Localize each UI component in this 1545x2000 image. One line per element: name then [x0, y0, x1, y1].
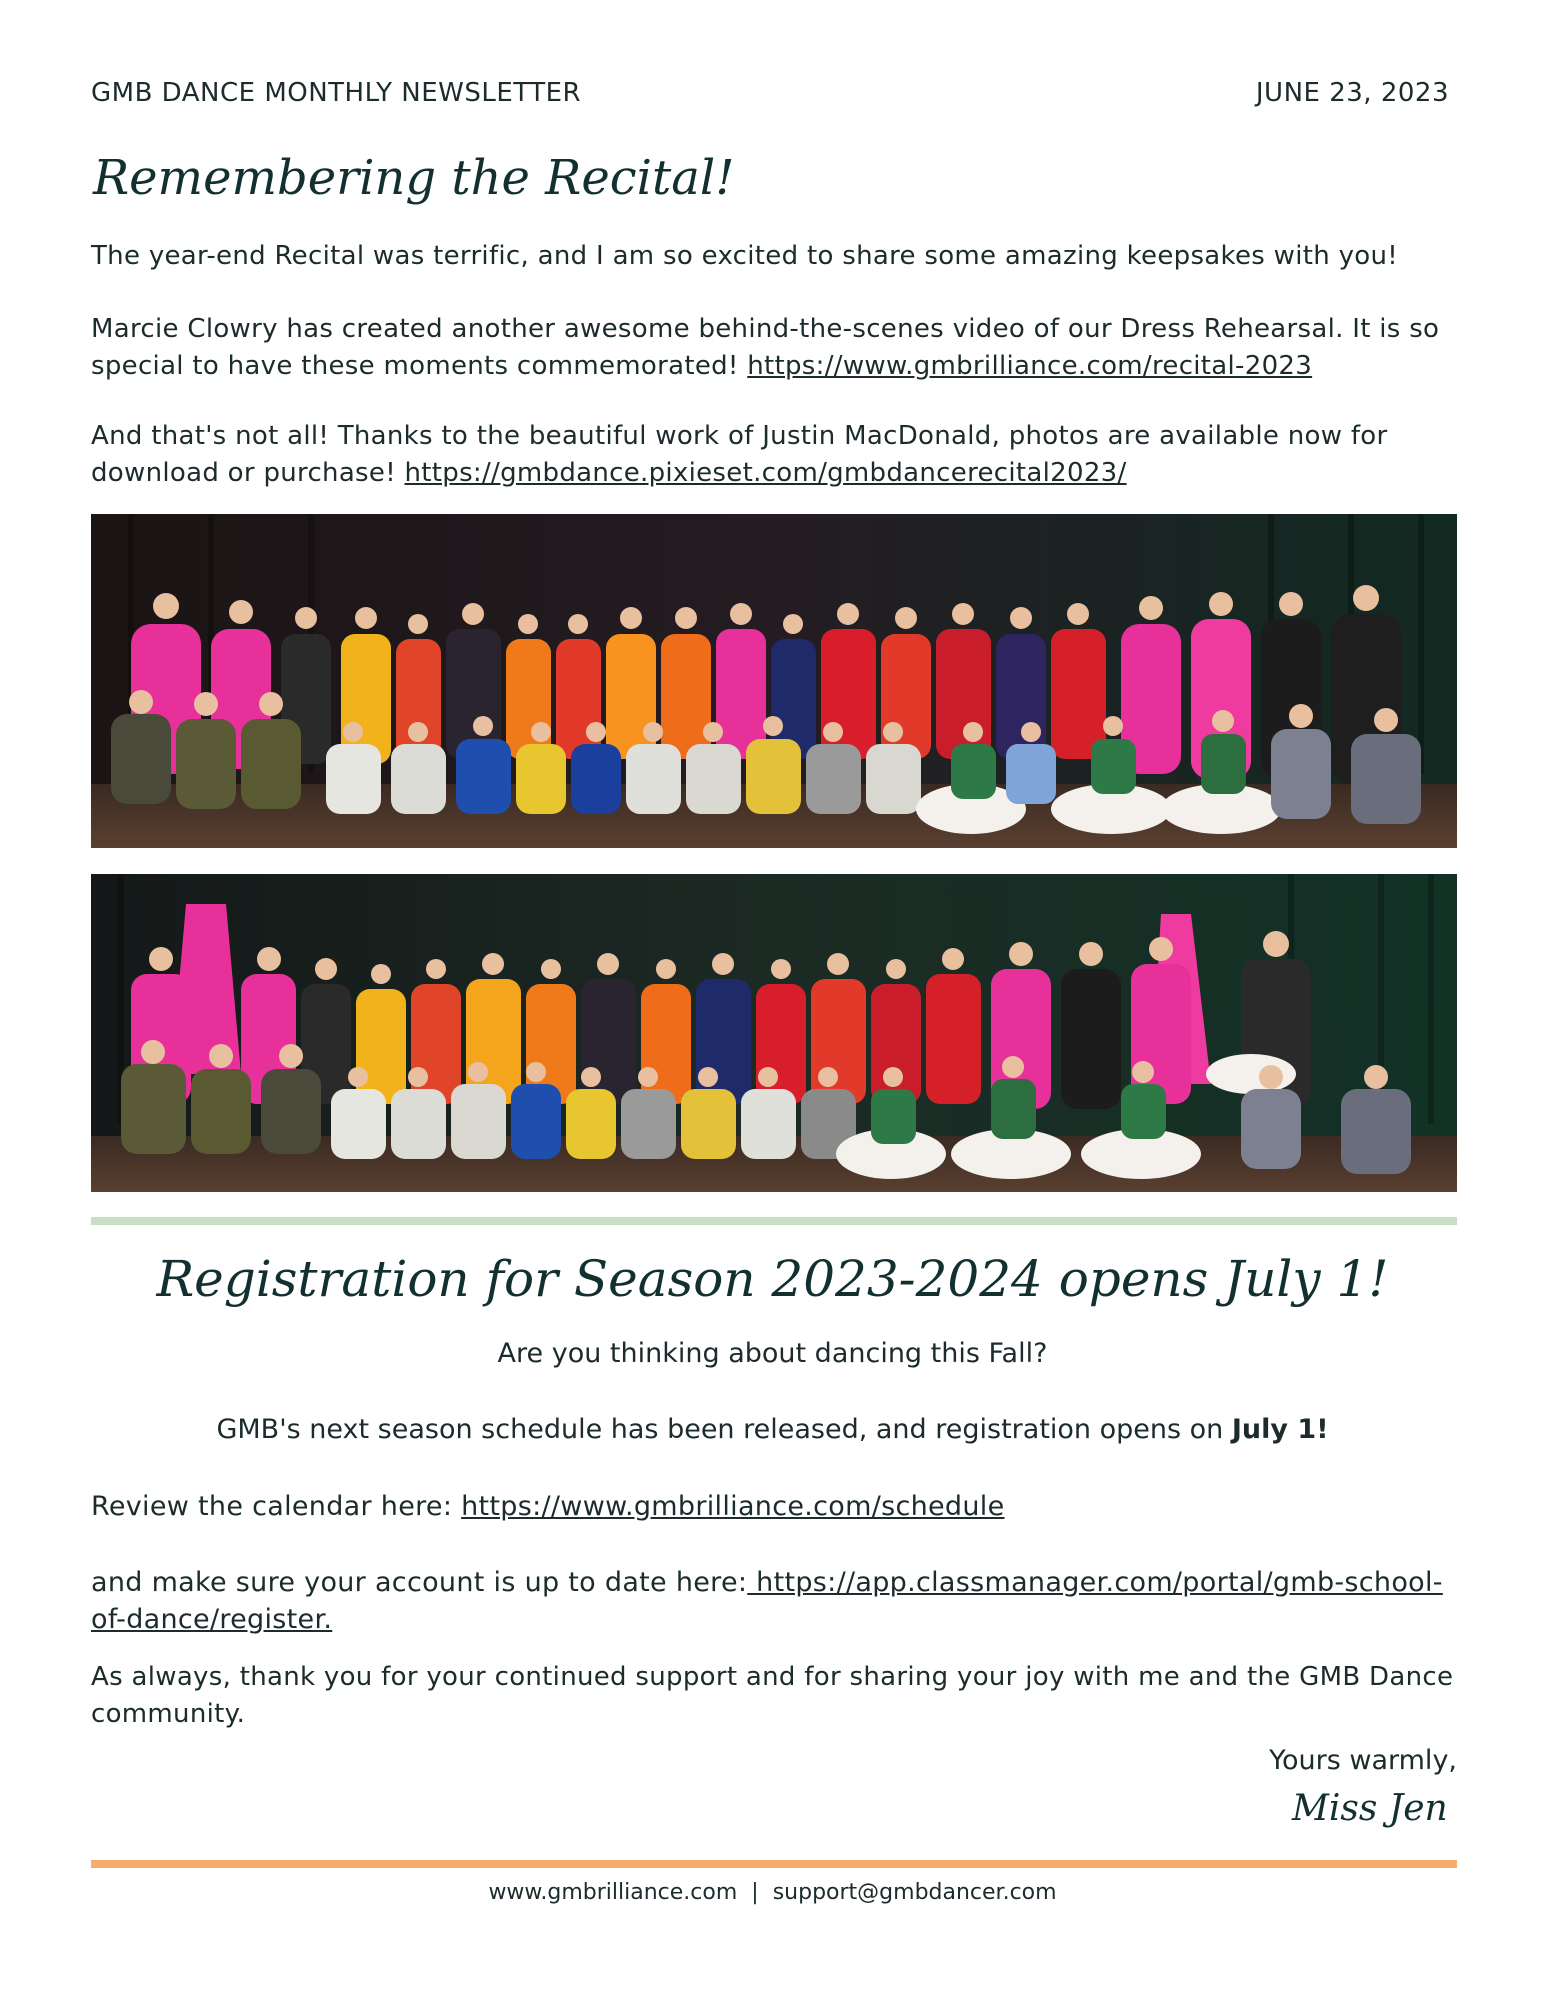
- footer: [0, 1880, 1545, 1905]
- video-paragraph: [91, 311, 1461, 385]
- signoff-closing: Yours warmly,: [1269, 1745, 1457, 1776]
- register-link[interactable]: https://app.classmanager.com/portal/gmb-school-of-dance/register.: [91, 1567, 1443, 1635]
- signature: Miss Jen: [1292, 1788, 1448, 1829]
- schedule-date: July 1!: [1231, 1414, 1329, 1445]
- group-photo-fun: [91, 874, 1457, 1192]
- footer-website-link[interactable]: www.gmbrilliance.com: [488, 1880, 738, 1905]
- newsletter-title: GMB DANCE MONTHLY NEWSLETTER: [91, 78, 582, 108]
- recital-intro: The year-end Recital was terrific, and I am so excited to share some amazing keepsakes with you!: [91, 241, 1398, 271]
- video-text: Marcie Clowry has created another awesome behind-the-scenes video of our Dress Rehearsal. It is so special to have these moments commemorated!: [91, 314, 1440, 381]
- schedule-link[interactable]: https://www.gmbrilliance.com/schedule: [461, 1491, 1005, 1522]
- account-text: and make sure your account is up to date here:: [91, 1567, 748, 1598]
- section-divider: [91, 1217, 1457, 1225]
- calendar-line: [91, 1488, 1461, 1525]
- footer-email-link[interactable]: support@gmbdancer.com: [772, 1880, 1057, 1905]
- schedule-text: GMB's next season schedule has been released, and registration opens on: [216, 1414, 1224, 1445]
- newsletter-date: JUNE 23, 2023: [1255, 78, 1449, 108]
- recital-video-link[interactable]: https://www.gmbrilliance.com/recital-2023: [747, 351, 1313, 381]
- photos-text: And that's not all! Thanks to the beautiful work of Justin MacDonald, photos are available now for download or purchase!: [91, 421, 1388, 488]
- schedule-line: [0, 1414, 1545, 1445]
- footer-divider: [91, 1860, 1457, 1868]
- photos-paragraph: [91, 418, 1461, 492]
- registration-heading: Registration for Season 2023-2024 opens July 1!: [156, 1250, 1389, 1308]
- account-line: [91, 1564, 1461, 1638]
- registration-question: Are you thinking about dancing this Fall?: [497, 1338, 1048, 1369]
- calendar-text: Review the calendar here:: [91, 1491, 453, 1522]
- recital-heading: Remembering the Recital!: [93, 150, 735, 206]
- thanks-paragraph: As always, thank you for your continued support and for sharing your joy with me and the GMB Dance community.: [91, 1662, 1454, 1729]
- footer-separator: |: [751, 1880, 759, 1905]
- group-photo-posed: [91, 514, 1457, 848]
- recital-photos-link[interactable]: https://gmbdance.pixieset.com/gmbdancerecital2023/: [404, 458, 1127, 488]
